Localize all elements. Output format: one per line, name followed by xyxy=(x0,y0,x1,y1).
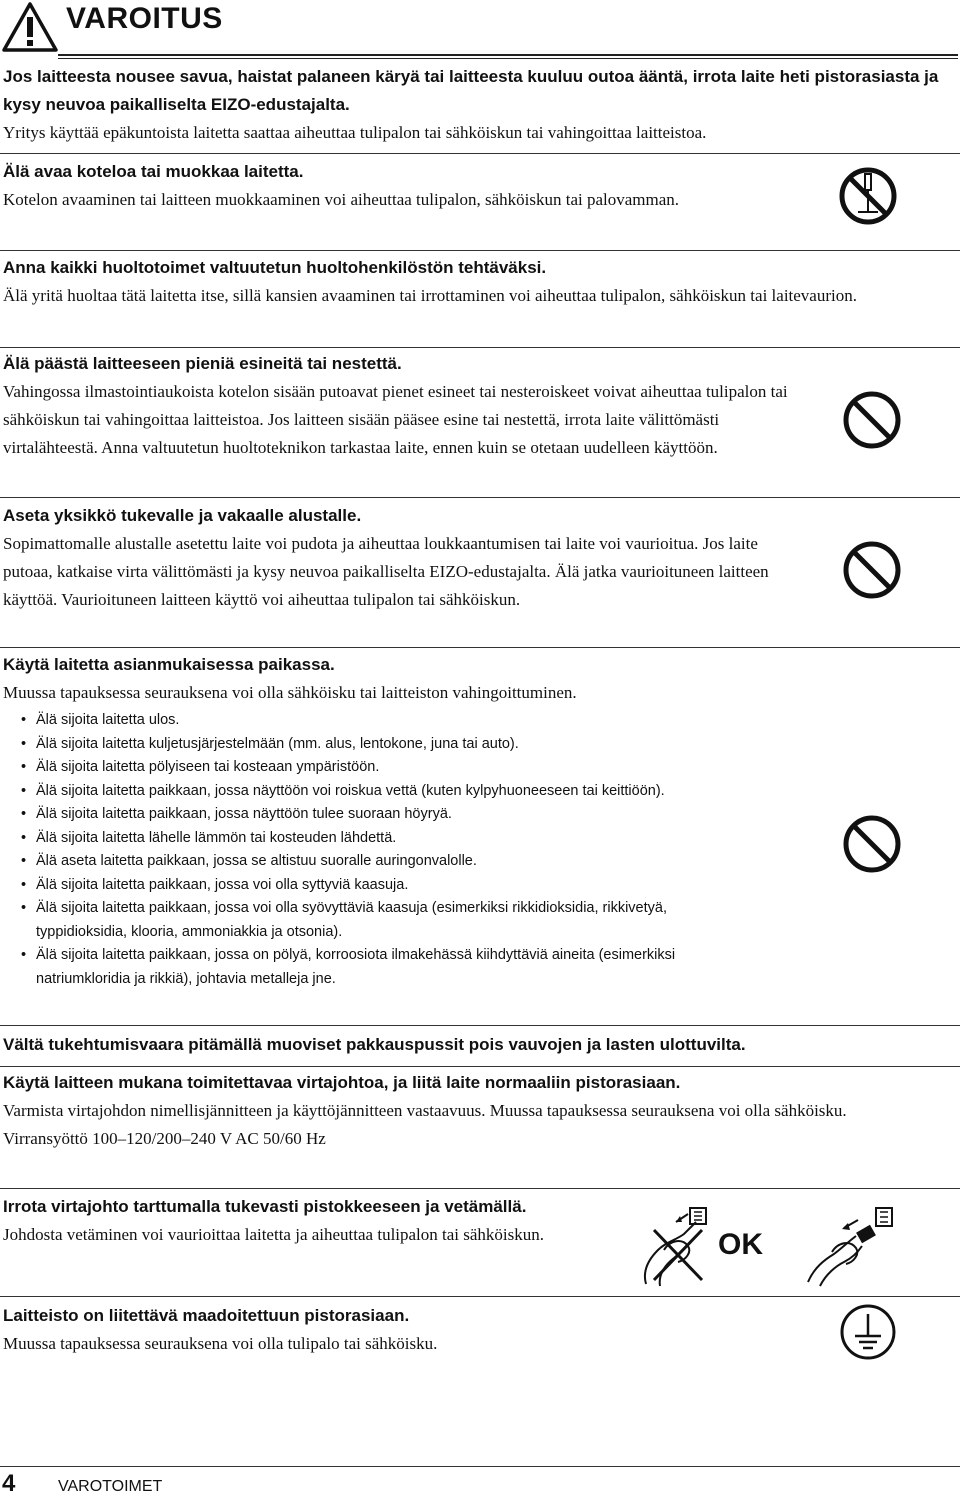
list-item: • Älä sijoita laitetta paikkaan, jossa on pölyä, korroosiota ilmakehässä kiihdyttäviä aineita (esimerkiksi natriumkloridia ja rikkiä), johtavia metalleja jne. xyxy=(3,944,723,991)
section-open-case xyxy=(0,158,960,214)
section-heading: Älä päästä laitteeseen pieniä esineitä tai nestettä. xyxy=(3,354,402,373)
ok-label: OK xyxy=(718,1228,763,1261)
list-item: • Älä sijoita laitetta paikkaan, jossa voi olla syövyttäviä kaasuja (esimerkiksi rikkidioksidia, rikkivetyä, typpidioksidia, klooria, ammoniakkia ja otsonia). xyxy=(3,897,723,944)
section-grounding xyxy=(0,1302,960,1358)
section-plastic-bags xyxy=(0,1031,960,1059)
section-body: Sopimattomalle alustalle asetettu laite voi pudota ja aiheuttaa loukkaantumisen tai laite voi vaurioitua. Jos laite putoaa, katkaise virta välittömästi ja kysy neuvoa paikalliselta EIZO-edustajalta. Älä jatka vaurioituneen laitteen käyttöä. Vaurioituneen laitteen käyttö voi aiheuttaa tulipalon tai sähköiskun. xyxy=(3,534,769,609)
section-heading: Aseta yksikkö tukevalle ja vakaalle alustalle. xyxy=(3,506,362,525)
section-smoke xyxy=(0,63,960,147)
section-divider xyxy=(0,1296,960,1297)
footer-divider xyxy=(0,1466,960,1467)
list-item: • Älä sijoita laitetta kuljetusjärjestelmään (mm. alus, lentokone, juna tai auto). xyxy=(3,733,723,757)
section-stable-surface xyxy=(0,502,960,614)
list-item: • Älä sijoita laitetta paikkaan, jossa näyttöön voi roiskua vettä (kuten kylpyhuoneeseen tai keittiöön). xyxy=(3,780,723,804)
section-body: Älä yritä huoltaa tätä laitetta itse, sillä kansien avaaminen tai irrottaminen voi aiheuttaa tulipalon, sähköiskun tai laitevaurion. xyxy=(3,286,857,305)
warning-triangle-icon xyxy=(2,2,58,52)
section-heading: Vältä tukehtumisvaara pitämällä muoviset pakkauspussit pois vauvojen ja lasten ulottuvilta. xyxy=(3,1035,746,1054)
unplug-by-cord-icon xyxy=(636,1200,712,1290)
ground-icon xyxy=(838,1302,898,1362)
section-heading: Anna kaikki huoltotoimet valtuutetun huoltohenkilöstön tehtäväksi. xyxy=(3,258,547,277)
section-body: Muussa tapauksessa seurauksena voi olla tulipalo tai sähköisku. xyxy=(3,1334,438,1353)
section-body: Vahingossa ilmastointiaukoista kotelon sisään putoavat pienet esineet tai nesteroiskeet voivat aiheuttaa tulipalon tai sähköiskun tai vahingoittaa laitteistoa. Jos laitteen sisään pääsee esine tai nestettä, irrota laite välittömästi virtalähteestä. Anna valtuutetun huoltoteknikon tarkastaa laite, ennen kuin se otetaan uudelleen käyttöön. xyxy=(3,382,788,457)
prohibition-icon xyxy=(842,814,902,874)
list-item: • Älä sijoita laitetta lähelle lämmön tai kosteuden lähdettä. xyxy=(3,827,723,851)
warning-title: VAROITUS xyxy=(66,2,223,35)
section-heading: Jos laitteesta nousee savua, haistat palaneen käryä tai laitteesta kuuluu outoa ääntä, irrota laite heti pistorasiasta ja kysy neuvoa paikalliselta EIZO-edustajalta. xyxy=(3,67,939,114)
header-divider-thin xyxy=(58,58,958,59)
section-body: Kotelon avaaminen tai laitteen muokkaaminen voi aiheuttaa tulipalon, sähköiskun tai palovamman. xyxy=(3,190,680,209)
section-body: Yritys käyttää epäkuntoista laitetta saattaa aiheuttaa tulipalon tai sähköiskun tai vahingoittaa laitteistoa. xyxy=(3,123,707,142)
section-heading: Irrota virtajohto tarttumalla tukevasti pistokkeeseen ja vetämällä. xyxy=(3,1197,527,1216)
warning-header xyxy=(0,0,960,60)
section-heading: Laitteisto on liitettävä maadoitettuun pistorasiaan. xyxy=(3,1306,410,1325)
section-foreign-objects xyxy=(0,350,960,462)
no-disassembly-icon xyxy=(838,166,898,226)
section-body: Muussa tapauksessa seurauksena voi olla sähköisku tai laitteiston vahingoittuminen. xyxy=(3,683,577,702)
section-divider xyxy=(0,1025,960,1026)
section-location xyxy=(0,651,960,991)
section-divider xyxy=(0,250,960,251)
section-heading: Älä avaa koteloa tai muokkaa laitetta. xyxy=(3,162,304,181)
location-rules-list xyxy=(0,709,723,991)
footer-section-label: VAROTOIMET xyxy=(58,1478,163,1495)
list-item: • Älä aseta laitetta paikkaan, jossa se altistuu suoralle auringonvalolle. xyxy=(3,850,723,874)
section-divider xyxy=(0,1188,960,1189)
header-divider xyxy=(58,54,958,56)
page-number: 4 xyxy=(2,1470,16,1497)
list-item: • Älä sijoita laitetta ulos. xyxy=(3,709,723,733)
list-item: • Älä sijoita laitetta pölyiseen tai kosteaan ympäristöön. xyxy=(3,756,723,780)
section-divider xyxy=(0,1066,960,1067)
list-item: • Älä sijoita laitetta paikkaan, jossa voi olla syttyviä kaasuja. xyxy=(3,874,723,898)
section-divider xyxy=(0,153,960,154)
power-supply-spec: Virransyöttö 100–120/200–240 V AC 50/60 Hz xyxy=(3,1129,326,1148)
prohibition-icon xyxy=(842,540,902,600)
section-divider xyxy=(0,347,960,348)
unplug-by-plug-icon xyxy=(798,1198,894,1288)
prohibition-icon xyxy=(842,390,902,450)
section-body: Varmista virtajohdon nimellisjännitteen ja käyttöjännitteen vastaavuus. Muussa tapauksessa seurauksena voi olla sähköisku. xyxy=(3,1101,847,1120)
section-divider xyxy=(0,647,960,648)
section-body: Johdosta vetäminen voi vaurioittaa laitetta ja aiheuttaa tulipalon tai sähköiskun. xyxy=(3,1225,545,1244)
section-power-cord xyxy=(0,1069,960,1153)
section-service xyxy=(0,254,960,310)
section-heading: Käytä laitetta asianmukaisessa paikassa. xyxy=(3,655,335,674)
section-divider xyxy=(0,497,960,498)
section-heading: Käytä laitteen mukana toimitettavaa virtajohtoa, ja liitä laite normaaliin pistorasiaan. xyxy=(3,1073,681,1092)
list-item: • Älä sijoita laitetta paikkaan, jossa näyttöön tulee suoraan höyryä. xyxy=(3,803,723,827)
